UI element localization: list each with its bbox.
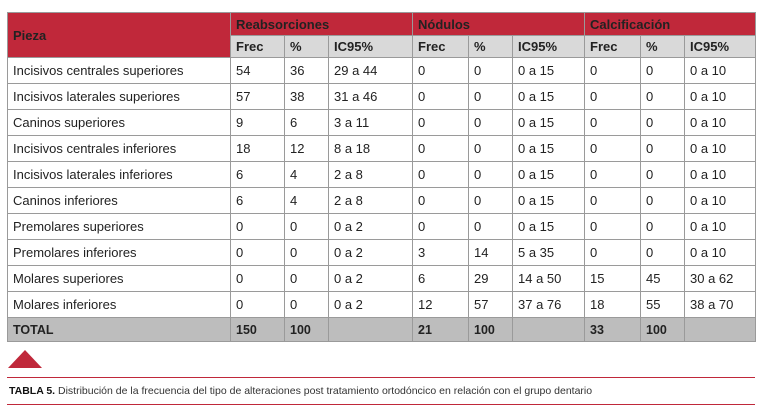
data-table	[7, 12, 756, 342]
total-value-cell: 100	[285, 318, 329, 342]
value-cell: 0	[585, 240, 641, 266]
value-cell: 38 a 70	[685, 292, 756, 318]
value-cell: 0 a 2	[329, 292, 413, 318]
value-cell: 0	[285, 240, 329, 266]
value-cell: 15	[585, 266, 641, 292]
total-value-cell	[685, 318, 756, 342]
total-value-cell: 100	[469, 318, 513, 342]
value-cell: 6	[413, 266, 469, 292]
value-cell: 0	[641, 162, 685, 188]
value-cell: 0	[585, 84, 641, 110]
group-header-calcificacion: Calcificación	[585, 13, 756, 36]
row-label-cell: Caninos inferiores	[8, 188, 231, 214]
value-cell: 9	[231, 110, 285, 136]
row-label-cell: Incisivos centrales superiores	[8, 58, 231, 84]
caption-bottom-rule	[7, 404, 755, 405]
value-cell: 0	[585, 136, 641, 162]
subheader-cell: Frec	[413, 36, 469, 58]
value-cell: 0	[641, 58, 685, 84]
value-cell: 12	[413, 292, 469, 318]
value-cell: 0 a 15	[513, 58, 585, 84]
value-cell: 3	[413, 240, 469, 266]
value-cell: 0	[585, 214, 641, 240]
subheader-cell: IC95%	[685, 36, 756, 58]
value-cell: 57	[231, 84, 285, 110]
value-cell: 0 a 10	[685, 162, 756, 188]
total-value-cell: 100	[641, 318, 685, 342]
table-row	[8, 266, 756, 292]
value-cell: 18	[585, 292, 641, 318]
value-cell: 0 a 10	[685, 214, 756, 240]
table-row	[8, 292, 756, 318]
value-cell: 0	[469, 214, 513, 240]
value-cell: 0	[641, 84, 685, 110]
subheader-cell: %	[285, 36, 329, 58]
subheader-cell: Frec	[585, 36, 641, 58]
row-label-cell: Incisivos centrales inferiores	[8, 136, 231, 162]
value-cell: 0	[285, 292, 329, 318]
group-header-row	[8, 13, 756, 36]
value-cell: 30 a 62	[685, 266, 756, 292]
value-cell: 0 a 2	[329, 266, 413, 292]
total-value-cell	[513, 318, 585, 342]
row-label-cell: Premolares inferiores	[8, 240, 231, 266]
value-cell: 0	[413, 162, 469, 188]
value-cell: 0	[469, 110, 513, 136]
total-label-cell: TOTAL	[8, 318, 231, 342]
row-label-cell: Incisivos laterales inferiores	[8, 162, 231, 188]
value-cell: 2 a 8	[329, 162, 413, 188]
row-label-cell: Molares inferiores	[8, 292, 231, 318]
group-header-nodulos: Nódulos	[413, 13, 585, 36]
value-cell: 0	[285, 266, 329, 292]
value-cell: 0	[641, 110, 685, 136]
value-cell: 8 a 18	[329, 136, 413, 162]
table-body	[8, 58, 756, 342]
value-cell: 0 a 10	[685, 188, 756, 214]
value-cell: 0	[585, 162, 641, 188]
value-cell: 6	[231, 188, 285, 214]
value-cell: 0 a 10	[685, 58, 756, 84]
table-row	[8, 240, 756, 266]
value-cell: 0 a 2	[329, 240, 413, 266]
value-cell: 4	[285, 188, 329, 214]
value-cell: 6	[231, 162, 285, 188]
value-cell: 0 a 15	[513, 214, 585, 240]
value-cell: 2 a 8	[329, 188, 413, 214]
table-row	[8, 214, 756, 240]
value-cell: 0 a 15	[513, 110, 585, 136]
value-cell: 0	[413, 110, 469, 136]
subheader-cell: %	[469, 36, 513, 58]
value-cell: 0 a 15	[513, 162, 585, 188]
value-cell: 0	[285, 214, 329, 240]
row-label-cell: Premolares superiores	[8, 214, 231, 240]
value-cell: 14	[469, 240, 513, 266]
value-cell: 29 a 44	[329, 58, 413, 84]
table-row	[8, 136, 756, 162]
value-cell: 0	[641, 240, 685, 266]
value-cell: 0	[469, 162, 513, 188]
subheader-cell: IC95%	[329, 36, 413, 58]
table-row	[8, 84, 756, 110]
subheader-cell: Frec	[231, 36, 285, 58]
value-cell: 18	[231, 136, 285, 162]
total-value-cell	[329, 318, 413, 342]
pieza-header: Pieza	[8, 13, 231, 58]
value-cell: 0	[469, 188, 513, 214]
value-cell: 0	[585, 58, 641, 84]
value-cell: 37 a 76	[513, 292, 585, 318]
total-row	[8, 318, 756, 342]
row-label-cell: Caninos superiores	[8, 110, 231, 136]
value-cell: 45	[641, 266, 685, 292]
value-cell: 55	[641, 292, 685, 318]
value-cell: 14 a 50	[513, 266, 585, 292]
value-cell: 4	[285, 162, 329, 188]
row-label-cell: Incisivos laterales superiores	[8, 84, 231, 110]
value-cell: 0 a 2	[329, 214, 413, 240]
value-cell: 0	[641, 136, 685, 162]
value-cell: 0	[585, 110, 641, 136]
value-cell: 0 a 10	[685, 136, 756, 162]
table-row	[8, 110, 756, 136]
value-cell: 38	[285, 84, 329, 110]
value-cell: 0	[413, 188, 469, 214]
table-row	[8, 188, 756, 214]
total-value-cell: 33	[585, 318, 641, 342]
table-row	[8, 58, 756, 84]
value-cell: 3 a 11	[329, 110, 413, 136]
value-cell: 0	[413, 136, 469, 162]
triangle-marker	[8, 350, 42, 368]
caption-label: TABLA 5.	[9, 385, 56, 397]
subheader-cell: IC95%	[513, 36, 585, 58]
value-cell: 0	[231, 240, 285, 266]
value-cell: 0	[469, 58, 513, 84]
value-cell: 0	[231, 292, 285, 318]
value-cell: 0	[585, 188, 641, 214]
value-cell: 0 a 10	[685, 110, 756, 136]
value-cell: 0	[641, 188, 685, 214]
total-value-cell: 150	[231, 318, 285, 342]
value-cell: 57	[469, 292, 513, 318]
value-cell: 36	[285, 58, 329, 84]
total-value-cell: 21	[413, 318, 469, 342]
value-cell: 0	[413, 214, 469, 240]
value-cell: 0	[231, 266, 285, 292]
value-cell: 0 a 15	[513, 188, 585, 214]
value-cell: 0 a 15	[513, 84, 585, 110]
value-cell: 0 a 15	[513, 136, 585, 162]
value-cell: 0 a 10	[685, 84, 756, 110]
value-cell: 0	[469, 136, 513, 162]
caption-top-rule	[7, 377, 755, 378]
value-cell: 0	[231, 214, 285, 240]
group-header-reabsorciones: Reabsorciones	[231, 13, 413, 36]
row-label-cell: Molares superiores	[8, 266, 231, 292]
value-cell: 6	[285, 110, 329, 136]
value-cell: 12	[285, 136, 329, 162]
value-cell: 0 a 10	[685, 240, 756, 266]
value-cell: 0	[413, 84, 469, 110]
value-cell: 5 a 35	[513, 240, 585, 266]
value-cell: 0	[641, 214, 685, 240]
value-cell: 0	[469, 84, 513, 110]
table-caption	[9, 385, 592, 397]
table-row	[8, 162, 756, 188]
value-cell: 29	[469, 266, 513, 292]
value-cell: 31 a 46	[329, 84, 413, 110]
subheader-cell: %	[641, 36, 685, 58]
caption-text: Distribución de la frecuencia del tipo de alteraciones post tratamiento ortodóncico en relación con el grupo dentario	[55, 385, 593, 397]
value-cell: 0	[413, 58, 469, 84]
value-cell: 54	[231, 58, 285, 84]
